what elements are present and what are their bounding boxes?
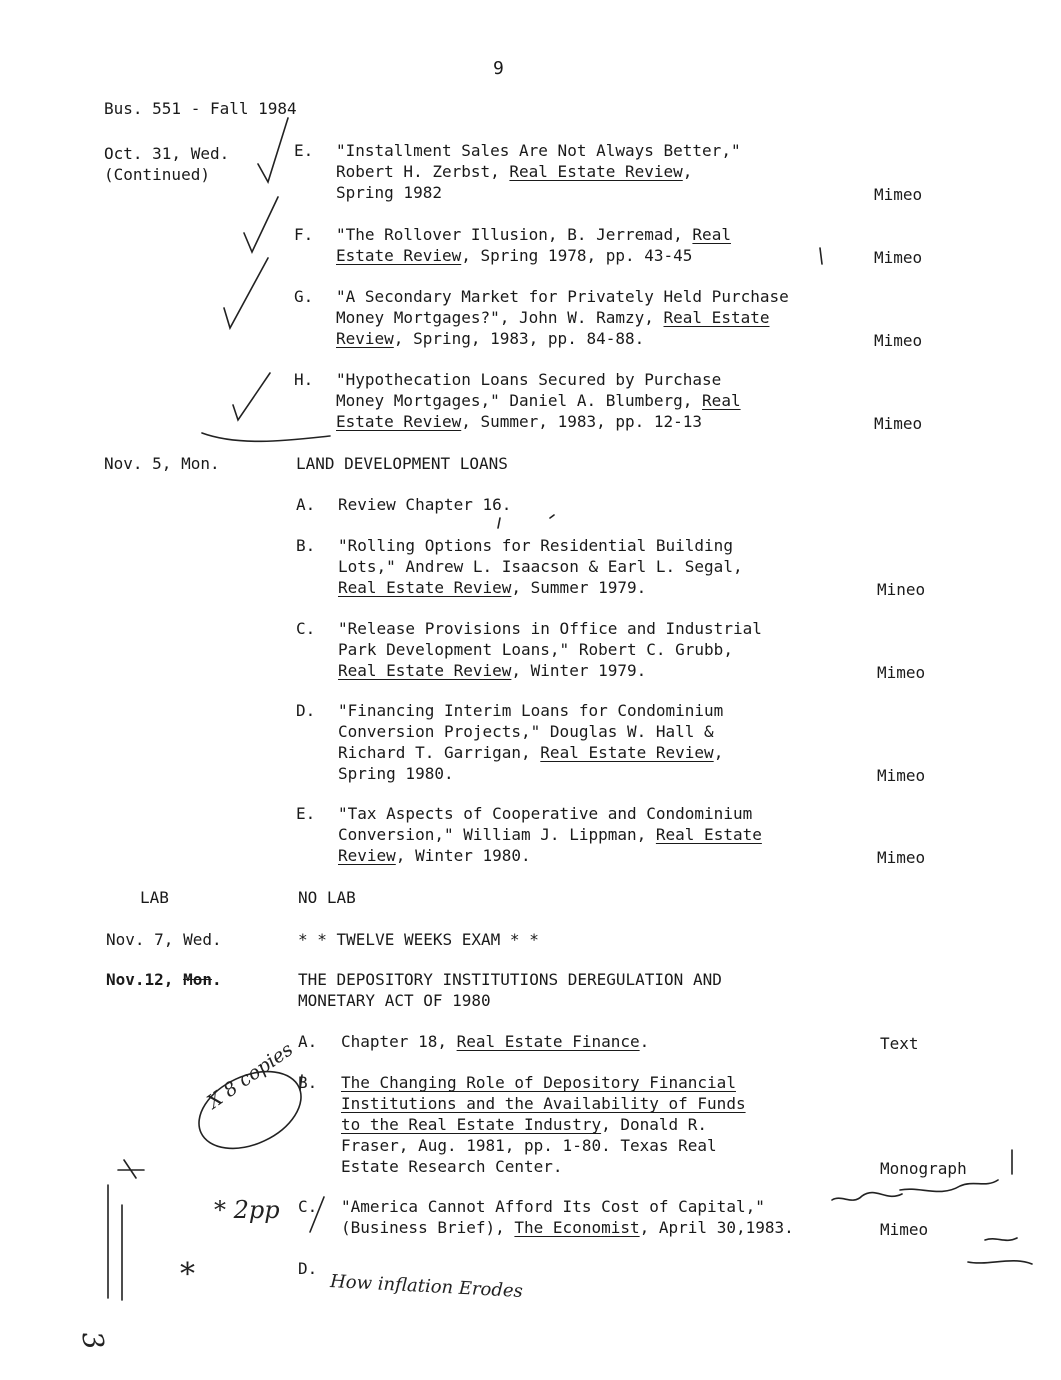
- citation-text: Spring 1982: [336, 183, 442, 202]
- underlined-title: Real: [692, 225, 731, 244]
- underlined-title: Estate Review: [336, 412, 462, 431]
- citation-text: Robert H. Zerbst,: [336, 162, 510, 181]
- underlined-title: Real Estate: [663, 308, 770, 327]
- oct31-item-g-letter: G.: [294, 287, 314, 306]
- underlined-title: Real Estate: [655, 825, 762, 844]
- nov12-item-c-source: Mimeo: [880, 1220, 929, 1239]
- citation-text: Money Mortgages?", John W. Ramzy,: [336, 308, 664, 327]
- date-nov7: Nov. 7, Wed.: [106, 930, 222, 949]
- handwritten-star-d: *: [180, 1257, 195, 1292]
- citation-text: Spring 1980.: [338, 764, 454, 783]
- citation-text: , Summer 1979.: [511, 578, 647, 597]
- citation-text: Park Development Loans," Robert C. Grubb,: [338, 640, 733, 659]
- underlined-title: Real Estate Finance: [456, 1032, 640, 1051]
- underlined-title: Estate Review: [336, 246, 462, 265]
- circle-annotation-icon: [187, 1056, 314, 1163]
- handwritten-note-c: * 2pp: [214, 1196, 280, 1224]
- underlined-title: to the Real Estate Industry: [341, 1115, 602, 1134]
- nov5-item-e-letter: E.: [296, 804, 316, 823]
- lab-text: NO LAB: [298, 888, 356, 907]
- citation-text: Money Mortgages," Daniel A. Blumberg,: [336, 391, 703, 410]
- oct31-item-e-letter: E.: [294, 141, 314, 160]
- page-number: 9: [493, 58, 504, 79]
- topic-didmca-line-1: THE DEPOSITORY INSTITUTIONS DEREGULATION AND: [298, 970, 722, 989]
- citation-text: "America Cannot Afford Its Cost of Capital,": [341, 1197, 765, 1216]
- citation-text: Conversion," William J. Lippman,: [338, 825, 656, 844]
- underlined-title: The Changing Role of Depository Financial: [341, 1073, 736, 1092]
- citation-text: , Spring 1978, pp. 43-45: [461, 246, 693, 265]
- citation-text: .: [639, 1032, 650, 1051]
- nov12-item-a-source: Text: [880, 1034, 919, 1053]
- underlined-title: Real Estate Review: [338, 661, 512, 680]
- citation-text: Lots," Andrew L. Isaacson & Earl L. Segal,: [338, 557, 743, 576]
- citation-text: ,: [713, 743, 724, 762]
- stray-mark-icon: [498, 248, 822, 528]
- oct31-item-f-source: Mimeo: [874, 248, 923, 267]
- nov12-item-a-letter: A.: [298, 1032, 318, 1051]
- citation-text: Fraser, Aug. 1981, pp. 1-80. Texas Real: [341, 1136, 717, 1155]
- course-header: Bus. 551 - Fall 1984: [104, 99, 297, 118]
- citation-text: "Financing Interim Loans for Condominium: [338, 701, 724, 720]
- underlined-title: Real Estate Review: [509, 162, 683, 181]
- citation-text: Chapter 18,: [341, 1032, 457, 1051]
- nov5-item-d-letter: D.: [296, 701, 316, 720]
- handwritten-circled-note: X 8 copies: [203, 1038, 298, 1114]
- citation-text: "A Secondary Market for Privately Held Purchase: [336, 287, 789, 306]
- date-continued: (Continued): [104, 165, 210, 184]
- nov12-item-c-letter: C.: [298, 1197, 318, 1216]
- citation-text: , Summer, 1983, pp. 12-13: [461, 412, 703, 431]
- citation-text: "Tax Aspects of Cooperative and Condominium: [338, 804, 753, 823]
- underlined-title: Real: [702, 391, 741, 410]
- citation-text: Review Chapter 16.: [338, 495, 512, 514]
- oct31-item-e-source: Mimeo: [874, 185, 923, 204]
- citation-text: , Winter 1979.: [511, 661, 647, 680]
- nov5-item-e-source: Mimeo: [877, 848, 926, 867]
- checkmark-e-icon: [258, 118, 288, 182]
- nov12-item-b-letter: B.: [298, 1073, 318, 1092]
- citation-text: "The Rollover Illusion, B. Jerremad,: [336, 225, 693, 244]
- checkmark-f-icon: [244, 197, 278, 252]
- citation-text: "Rolling Options for Residential Building: [338, 536, 733, 555]
- underlined-title: Review: [338, 846, 396, 865]
- citation-text: "Hypothecation Loans Secured by Purchase: [336, 370, 722, 389]
- citation-text: Conversion Projects," Douglas W. Hall &: [338, 722, 714, 741]
- underline-stroke-icon: [202, 433, 330, 441]
- citation-text: Estate Research Center.: [341, 1157, 563, 1176]
- nov5-item-b-source: Mineo: [877, 580, 926, 599]
- nov12-item-d-letter: D.: [298, 1259, 318, 1278]
- topic-land-development: LAND DEVELOPMENT LOANS: [296, 454, 508, 473]
- oct31-item-h-letter: H.: [294, 370, 314, 389]
- underlined-title: Review: [336, 329, 394, 348]
- citation-text: , Winter 1980.: [395, 846, 531, 865]
- date-nov5: Nov. 5, Mon.: [104, 454, 220, 473]
- citation-text: ,: [682, 162, 693, 181]
- margin-scribble-icon: [832, 1150, 1032, 1264]
- oct31-item-g-source: Mimeo: [874, 331, 923, 350]
- citation-text: , Donald R.: [601, 1115, 708, 1134]
- handwritten-bottom-mark: 3: [75, 1328, 111, 1353]
- nov12-item-b-source: Monograph: [880, 1159, 967, 1178]
- topic-didmca-line-2: MONETARY ACT OF 1980: [298, 991, 491, 1010]
- citation-text: "Release Provisions in Office and Industrial: [338, 619, 762, 638]
- citation-text: Richard T. Garrigan,: [338, 743, 541, 762]
- date-nov12-struck: Mon: [183, 970, 212, 989]
- date-nov12-suffix: .: [211, 970, 222, 989]
- handwritten-note-d: How inflation Erodes: [329, 1270, 524, 1303]
- citation-text: "Installment Sales Are Not Always Better,": [336, 141, 741, 160]
- b-overwrite-icon: [300, 1075, 302, 1090]
- oct31-item-h-source: Mimeo: [874, 414, 923, 433]
- underlined-title: Real Estate Review: [540, 743, 714, 762]
- citation-text: , April 30,1983.: [639, 1218, 794, 1237]
- lab-label: LAB: [140, 888, 169, 907]
- cross-mark-icon: [118, 1160, 144, 1178]
- underlined-title: Institutions and the Availability of Funds: [341, 1094, 746, 1113]
- nov5-item-a-letter: A.: [296, 495, 316, 514]
- nov5-item-d-source: Mimeo: [877, 766, 926, 785]
- exam-text: * * TWELVE WEEKS EXAM * *: [298, 930, 539, 949]
- nov5-item-c-letter: C.: [296, 619, 316, 638]
- oct31-item-f-letter: F.: [294, 225, 314, 244]
- checkmark-h-icon: [233, 373, 270, 420]
- underlined-title: Real Estate Review: [338, 578, 512, 597]
- nov5-item-c-source: Mimeo: [877, 663, 926, 682]
- citation-text: , Spring, 1983, pp. 84-88.: [393, 329, 645, 348]
- underlined-title: The Economist: [514, 1218, 640, 1237]
- date-oct31: Oct. 31, Wed.: [104, 144, 230, 163]
- citation-text: (Business Brief),: [341, 1218, 515, 1237]
- checkmark-g-icon: [224, 258, 268, 328]
- date-nov12-prefix: Nov.12,: [106, 970, 184, 989]
- c-slash-icon: [310, 1197, 324, 1232]
- nov5-item-b-letter: B.: [296, 536, 316, 555]
